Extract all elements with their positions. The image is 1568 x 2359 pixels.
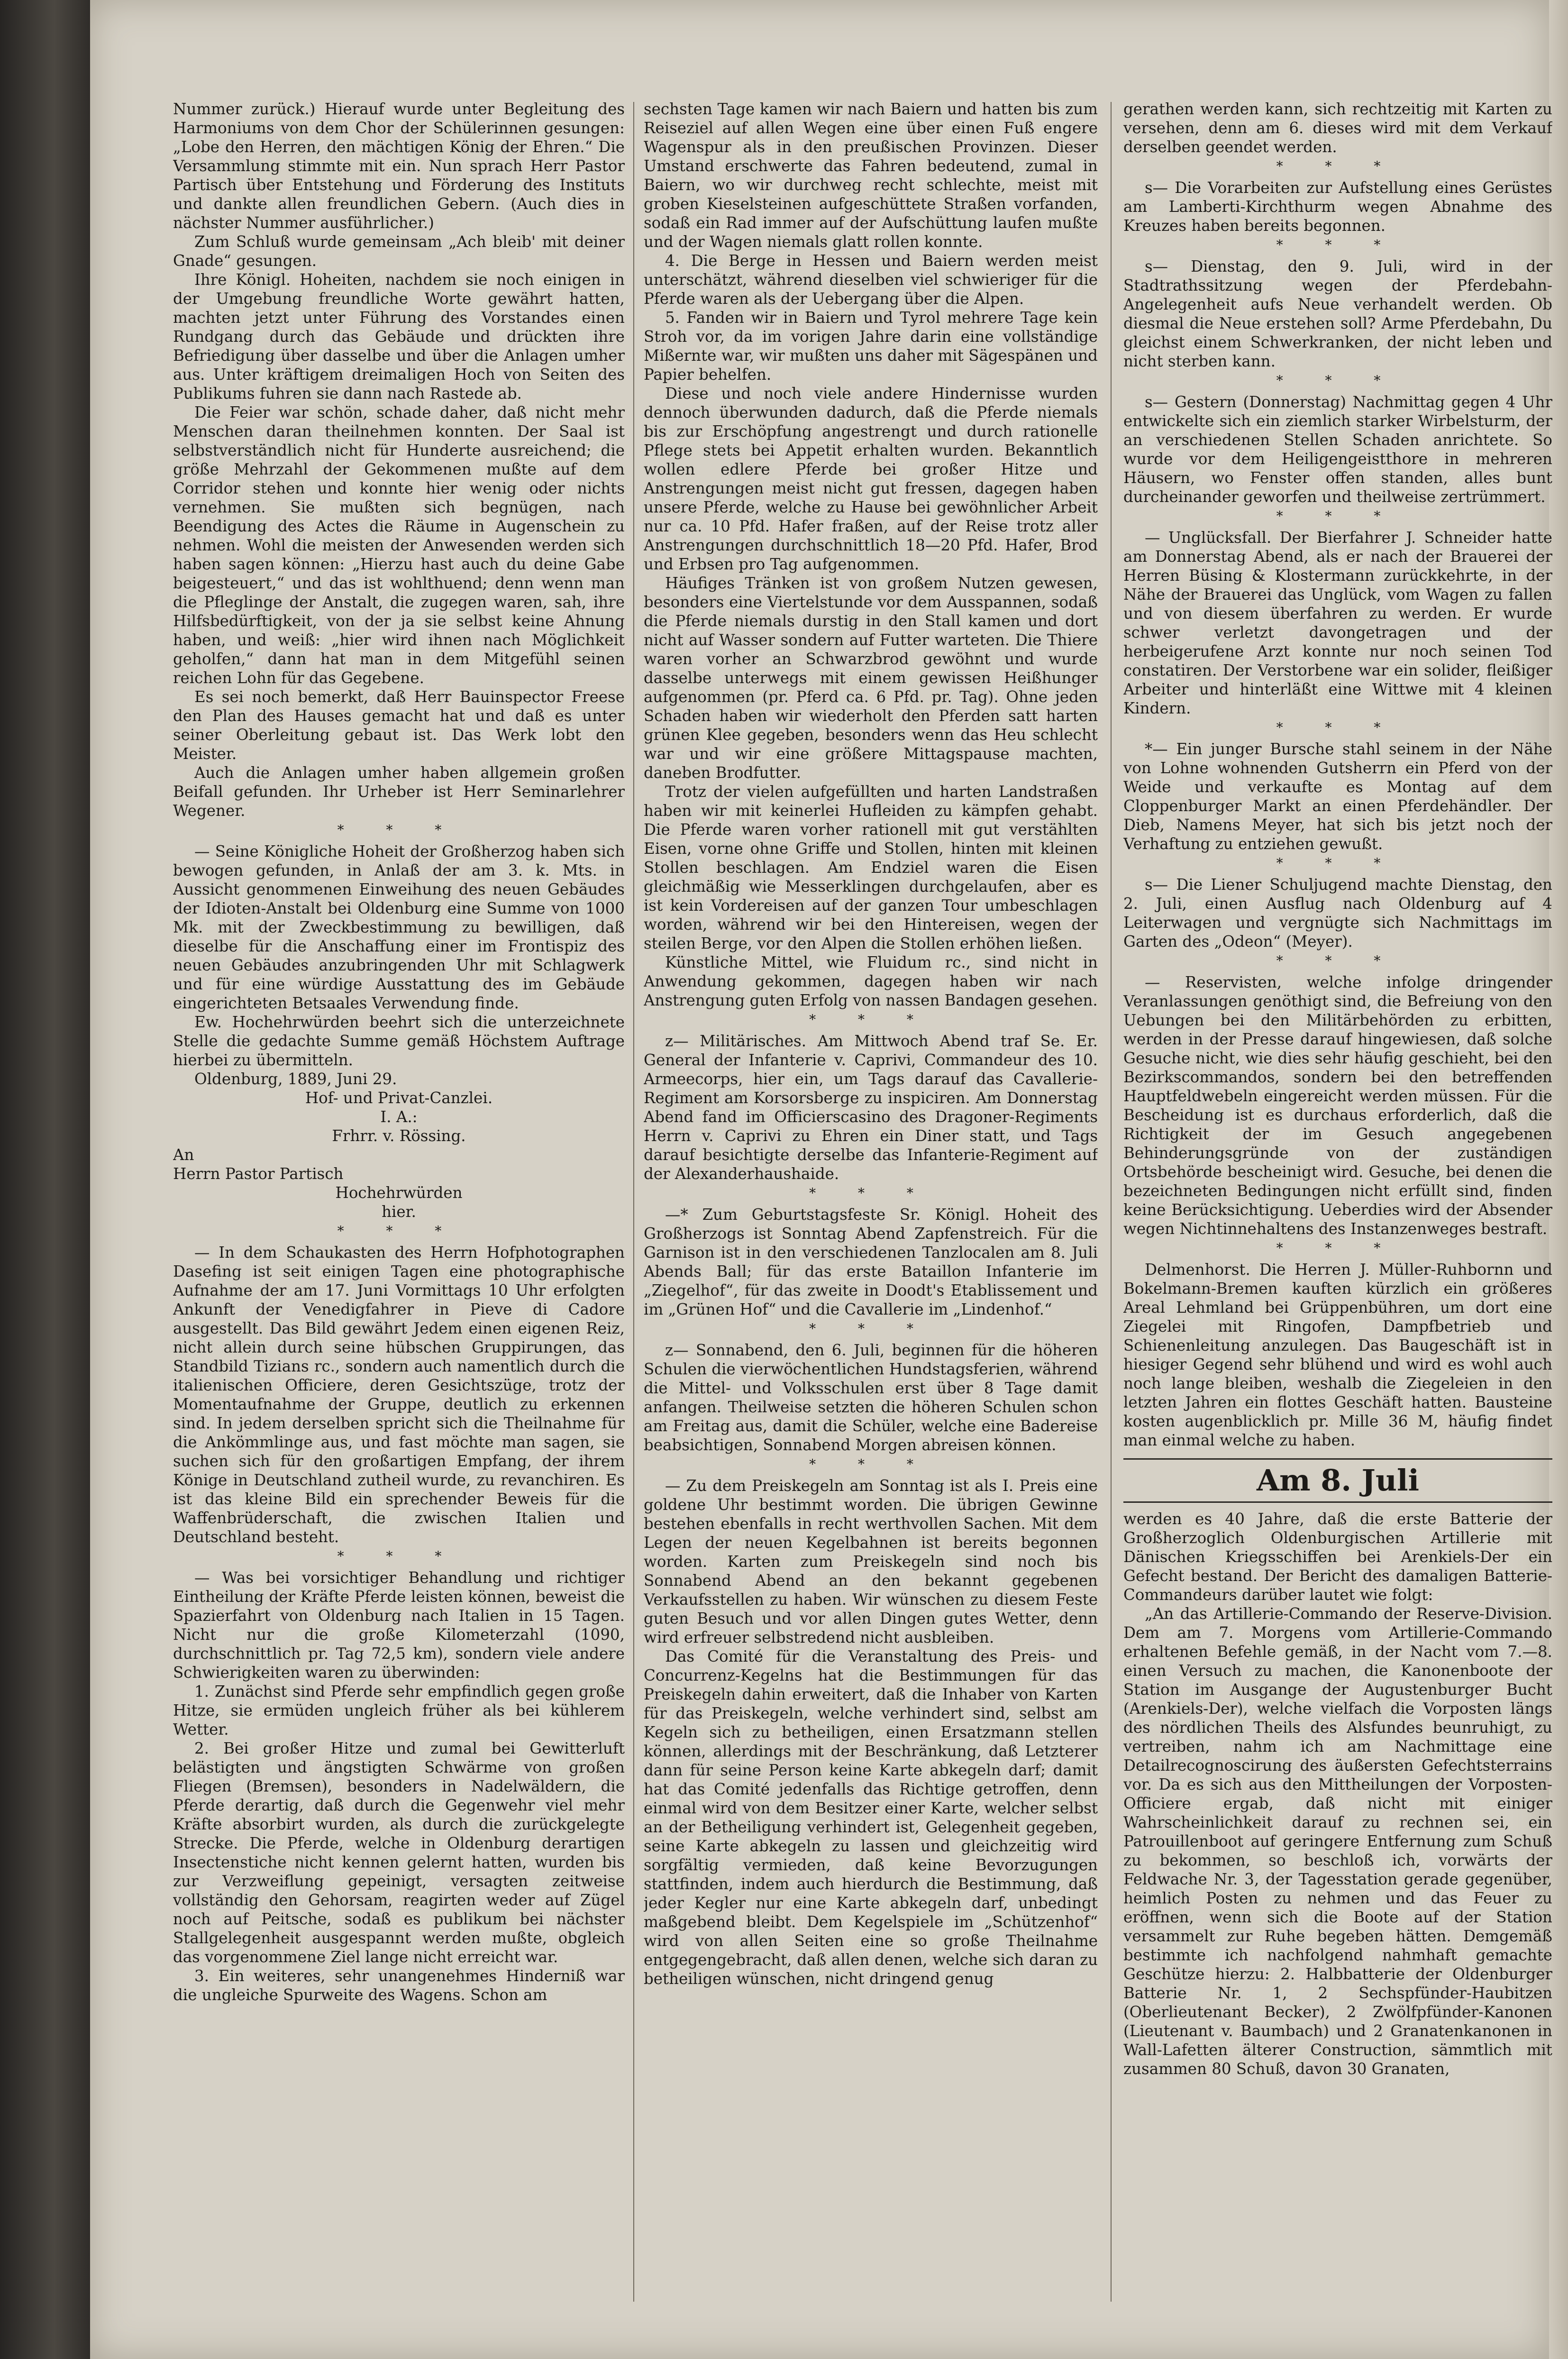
- article-paragraph: Häufiges Tränken ist von großem Nutzen gewesen, besonders eine Viertelstunde vor dem Ausspannen, sodaß die Pferde niemals durstig in den Stall kamen und dort nicht auf Wasser sondern auf Futter warteten. Die Thiere waren vorher an Schwarzbrod gewöhnt und wurde dasselbe unterwegs mit einem gewissen Heißhunger aufgenommen (pr. Pferd ca. 6 Pfd. pr. Tag). Ohne jeden Schaden haben wir wiederholt den Pferden satt harten grünen Klee gegeben, besonders wenn das Heu schlecht war und wir eine größere Mittagspause machten, daneben Brodfutter.: [644, 574, 1098, 782]
- article-paragraph: Trotz der vielen aufgefüllten und harten Landstraßen haben wir mit keinerlei Hufleiden zu kämpfen gehabt. Die Pferde waren vorher rationell mit gut verstählten Eisen, vorne ohne Griffe und Stollen, hinten mit kleinen Stollen beschlagen. Am Endziel waren die Eisen gleichmäßig wie Messerklingen durchgelaufen, aber es ist kein Vordereisen auf der ganzen Tour umbeschlagen worden, während wir bei den Hintereisen, wegen der steilen Berge, vor den Alpen die Stollen erhöhen ließen.: [644, 783, 1098, 952]
- separator-stars: * * *: [1276, 720, 1400, 735]
- separator-stars: * * *: [1276, 508, 1400, 524]
- signature-line: Hof- und Privat-Canzlei.: [305, 1089, 493, 1107]
- separator-stars: * * *: [1276, 373, 1400, 388]
- article-paragraph: 2. Bei großer Hitze und zumal bei Gewitterluft belästigten und ängstigten Schwärme von großen Fliegen (Bremsen), besonders in Nadelwäldern, die Pferde derartig, daß durch die Gegenwehr viel mehr Kräfte absorbirt wurden, als durch die zurückgelegte Strecke. Die Pferde, welche in Oldenburg derartigen Insectenstiche nicht kennen gelernt hatten, wurden bis zur Verzweiflung gepeinigt, versagten zeitweise vollständig den Gehorsam, reagirten weder auf Zügel noch auf Peitsche, sodaß es publikum bei nächster Stallgelegenheit ausgespannt werden mußte, obgleich das vorgenommene Ziel lange nicht erreicht war.: [173, 1739, 625, 1966]
- signature-line: hier.: [382, 1203, 416, 1221]
- article-paragraph: Herrn Pastor Partisch: [173, 1165, 344, 1183]
- article-paragraph: s— Die Liener Schuljugend machte Dienstag, den 2. Juli, einen Ausflug nach Oldenburg auf 4 Leiterwagen und vergnügte sich Nachmittags im Garten des „Odeon“ (Meyer).: [1123, 876, 1552, 951]
- article-paragraph: Die Feier war schön, schade daher, daß nicht mehr Menschen daran theilnehmen konnten. Der Saal ist selbstverständlich nicht für Hunderte ausreichend; die größe Mehrzahl der Gekommenen mußte auf dem Corridor stehen und konnte hier wenig oder nichts vernehmen. Sie mußten sich begnügen, nach Beendigung des Actes die Räume in Augenschein zu nehmen. Wohl die meisten der Anwesenden werden sich haben sagen können: „Hierzu hast auch du deine Gabe beigesteuert,“ und das ist wohlthuend; denn wenn man die Pfleglinge der Anstalt, die zugegen waren, sah, ihre Hilfsbedürftigkeit, von der ja sie selbst keine Ahnung haben, und weiß: „hier wird ihnen nach Möglichkeit geholfen,“ dann hat man in dem Mitgefühl seinen reichen Lohn für das Gegebene.: [173, 403, 625, 687]
- separator-stars: * * *: [809, 1321, 932, 1336]
- article-paragraph: sechsten Tage kamen wir nach Baiern und hatten bis zum Reiseziel auf allen Wegen eine über einen Fuß engere Wagenspur als in den preußischen Provinzen. Dieser Umstand erschwerte das Fahren bedeutend, zumal in Baiern, wo wir durchweg recht schlechte, meist mit groben Kieselsteinen aufgeschüttete Straßen vorfanden, sodaß ein Rad immer auf der Aufschüttung laufen mußte und der Wagen niemals glatt rollen konnte.: [644, 100, 1098, 251]
- separator-stars: * * *: [1276, 1240, 1400, 1256]
- separator-stars: * * *: [1276, 158, 1400, 174]
- article-paragraph: gerathen werden kann, sich rechtzeitig mit Karten zu versehen, denn am 6. dieses wird mit dem Verkauf derselben geendet werden.: [1123, 100, 1552, 156]
- separator-stars: * * *: [1276, 855, 1400, 871]
- separator-stars: * * *: [1276, 237, 1400, 253]
- article-paragraph: s— Dienstag, den 9. Juli, wird in der Stadtrathssitzung wegen der Pferdebahn-Angelegenheit aufs Neue verhandelt werden. Ob diesmal die Neue erstehen soll? Arme Pferdebahn, Du gleichst einem Schwerkranken, der nicht leben und nicht sterben kann.: [1123, 257, 1552, 370]
- column-2: [644, 100, 1098, 2304]
- article-paragraph: werden es 40 Jahre, daß die erste Batterie der Großherzoglich Oldenburgischen Artillerie mit Dänischen Kriegsschiffen bei Arenkiels-Der ein Gefecht bestand. Der Bericht des damaligen Batterie-Commandeurs darüber lautet wie folgt:: [1123, 1510, 1552, 1604]
- article-paragraph: 1. Zunächst sind Pferde sehr empfindlich gegen große Hitze, sie ermüden ungleich früher als bei kühlerem Wetter.: [173, 1682, 625, 1738]
- article-paragraph: 5. Fanden wir in Baiern und Tyrol mehrere Tage kein Stroh vor, da im vorigen Jahre darin eine vollständige Mißernte war, wir mußten uns daher mit Sägespänen und Papier behelfen.: [644, 309, 1098, 384]
- article-paragraph: z— Sonnabend, den 6. Juli, beginnen für die höheren Schulen die vierwöchentlichen Hundstagsferien, während die Mittel- und Volksschulen erst über 8 Tage damit anfangen. Theilweise setzten die höheren Schulen schon am Freitag aus, damit die Schüler, welche eine Badereise beabsichtigen, Sonnabend Morgen abreisen können.: [644, 1341, 1098, 1454]
- signature-line: Hochehrwürden: [335, 1184, 463, 1202]
- article-paragraph: — Zu dem Preiskegeln am Sonntag ist als I. Preis eine goldene Uhr bestimmt worden. Die übrigen Gewinne bestehen ebenfalls in recht werthvollen Sachen. Mit dem Legen der neuen Kegelbahnen ist bereits begonnen worden. Karten zum Preiskegeln sind noch bis Sonnabend Abend an den bekannt gegebenen Verkaufsstellen zu haben. Wir wünschen zu diesem Feste guten Besuch und vor allen Dingen gutes Wetter, denn wird erfreuer selbstredend nicht ausbleiben.: [644, 1477, 1098, 1646]
- column-rule: [1111, 102, 1112, 2302]
- article-paragraph: Oldenburg, 1889, Juni 29.: [194, 1070, 397, 1088]
- separator-stars: * * *: [809, 1185, 932, 1201]
- article-paragraph: Ew. Hochehrwürden beehrt sich die unterzeichnete Stelle die gedachte Summe gemäß Höchstem Auftrage hierbei zu übermitteln.: [173, 1013, 625, 1069]
- signature-line: I. A.:: [380, 1108, 418, 1126]
- article-paragraph: —* Zum Geburtstagsfeste Sr. Königl. Hoheit des Großherzogs ist Sonntag Abend Zapfenstreich. Für die Garnison ist in den verschiedenen Tanzlocalen am 8. Juli Abends Ball; für das erste Bataillon Infanterie im „Ziegelhof“, für das zweite in Doodt's Etablissement und im „Grünen Hof“ und die Cavallerie im „Lindenhof.“: [644, 1206, 1098, 1318]
- article-paragraph: — Reservisten, welche infolge dringender Veranlassungen genöthigt sind, die Befreiung von den Uebungen bei den Militärbehörden zu erbitten, werden in der Presse darauf hingewiesen, daß solche Gesuche nicht, wie dies sehr häufig geschieht, bei den Bezirkscommandos, sondern bei den betreffenden Hauptfeldwebeln eingereicht werden müssen. Für die Bescheidung ist es durchaus erforderlich, daß die Richtigkeit der im Gesuch angegebenen Behinderungsgründe von der zuständigen Ortsbehörde bescheinigt wird. Gesuche, bei denen die bezeichneten Bedingungen nicht erfüllt sind, finden keine Berücksichtigung. Ueberdies wird der Absender wegen Nichtinnehaltens des Instanzenweges bestraft.: [1123, 973, 1552, 1238]
- signature-line: Frhrr. v. Rössing.: [332, 1127, 466, 1145]
- article-paragraph: An: [173, 1146, 194, 1164]
- section-heading-box: [1123, 1458, 1552, 1503]
- separator-stars: * * *: [1276, 953, 1400, 969]
- article-paragraph: — Unglücksfall. Der Bierfahrer J. Schneider hatte am Donnerstag Abend, als er nach der Brauerei der Herren Büsing & Klostermann zurückkehrte, in der Nähe der Brauerei das Unglück, vom Wagen zu fallen und von diesem überfahren zu werden. Er wurde schwer verletzt davongetragen und der herbeigerufene Arzt konnte nur noch seinen Tod constatiren. Der Verstorbene war ein solider, fleißiger Arbeiter und hinterläßt eine Wittwe mit 4 kleinen Kindern.: [1123, 529, 1552, 717]
- article-paragraph: „An das Artillerie-Commando der Reserve-Division. Dem am 7. Morgens vom Artillerie-Commando erhaltenen Befehle gemäß, in der Nacht vom 7.—8. einen Versuch zu machen, die Kanonenboote der Station im Ausgange der Augustenburger Bucht (Arenkiels-Der), welche vielfach die Vorposten längs des nördlichen Theils des Alsfundes beunruhigt, zu vertreiben, nahm ich am Nachmittage eine Detailrecognoscirung des äußersten Gefechtsterrains vor. Da es sich aus den Mittheilungen der Vorposten-Officiere ergab, daß nicht mit einiger Wahrscheinlichkeit darauf zu rechnen sei, ein Patrouillenboot auf geringere Entfernung zum Schuß zu bekommen, so beschloß ich, vorwärts der Feldwache Nr. 3, der Tagesstation gerade gegenüber, heimlich Posten zu nehmen und das Feuer zu eröffnen, wenn sich die Boote auf der Station versammelt zur Ruhe begeben hätten. Demgemäß bestimmte ich nachfolgend nahmhaft gemachte Geschütze hierzu: 2. Halbbatterie der Oldenburger Batterie Nr. 1, 2 Sechspfünder-Haubitzen (Oberlieutenant Becker), 2 Zwölfpfünder-Kanonen (Lieutenant v. Baumbach) und 2 Granatenkanonen in Wall-Lafetten älterer Construction, sämmtlich mit zusammen 80 Schuß, davon 30 Granaten,: [1123, 1605, 1552, 2078]
- article-paragraph: — Was bei vorsichtiger Behandlung und richtiger Eintheilung der Kräfte Pferde leisten können, beweist die Spazierfahrt von Oldenburg nach Italien in 15 Tagen. Nicht nur die große Kilometerzahl (1090, durchschnittlich pr. Tag 72,5 km), sondern viele andere Schwierigkeiten waren zu überwinden:: [173, 1569, 625, 1682]
- column-1: [173, 100, 625, 2304]
- article-paragraph: Es sei noch bemerkt, daß Herr Bauinspector Freese den Plan des Hauses gemacht hat und daß es unter seiner Oberleitung gebaut ist. Das Werk lobt den Meister.: [173, 688, 625, 763]
- article-paragraph: — Seine Königliche Hoheit der Großherzog haben sich bewogen gefunden, in Anlaß der am 3. k. Mts. in Aussicht genommenen Einweihung des neuen Gebäudes der Idioten-Anstalt bei Oldenburg eine Summe von 1000 Mk. mit der Zweckbestimmung zu bewilligen, daß dieselbe für die Anschaffung einer im Frontispiz des neuen Gebäudes anzubringenden Uhr mit Schlagwerk und für eine würdige Ausstattung des im Gebäude eingerichteten Betsaales Verwendung finde.: [173, 842, 625, 1012]
- article-paragraph: Delmenhorst. Die Herren J. Müller-Ruhbornn und Bokelmann-Bremen kauften kürzlich ein größeres Areal Lehmland bei Grüppenbühren, um dort eine Ziegelei mit Ringofen, Dampfbetrieb und Schienenleitung anzulegen. Das Baugeschäft ist in hiesiger Gegend sehr blühend und wird es wohl auch noch lange bleiben, weshalb die Ziegeleien in den letzten Jahren ein flottes Geschäft hatten. Bausteine kosten augenblicklich pr. Mille 36 M, häufig findet man einmal welche zu haben.: [1123, 1261, 1552, 1449]
- separator-stars: * * *: [337, 1223, 461, 1239]
- column-3: [1123, 100, 1552, 2304]
- section-title: Am 8. Juli: [1256, 1463, 1420, 1498]
- article-paragraph: Auch die Anlagen umher haben allgemein großen Beifall gefunden. Ihr Urheber ist Herr Seminarlehrer Wegener.: [173, 764, 625, 820]
- column-rule: [633, 102, 634, 2302]
- article-paragraph: Nummer zurück.) Hierauf wurde unter Begleitung des Harmoniums von dem Chor der Schülerinnen gesungen: „Lobe den Herren, den mächtigen König der Ehren.“ Die Versammlung stimmte mit ein. Nun sprach Herr Pastor Partisch über Entstehung und Förderung des Instituts und dankte allen freundlichen Gebern. (Auch dies in nächster Nummer ausführlicher.): [173, 100, 625, 232]
- article-paragraph: s— Die Vorarbeiten zur Aufstellung eines Gerüstes am Lamberti-Kirchthurm wegen Abnahme des Kreuzes haben bereits begonnen.: [1123, 179, 1552, 235]
- separator-stars: * * *: [337, 1548, 461, 1564]
- article-paragraph: Zum Schluß wurde gemeinsam „Ach bleib' mit deiner Gnade“ gesungen.: [173, 233, 625, 270]
- article-paragraph: Ihre Königl. Hoheiten, nachdem sie noch einigen in der Umgebung freundliche Worte gewährt hatten, machten jetzt unter Führung des Vorstandes einen Rundgang durch das Gebäude und drückten ihre Befriedigung über dasselbe und über die Anlagen umher aus. Unter kräftigem dreimaligen Hoch von Seiten des Publikums fuhren sie dann nach Rastede ab.: [173, 271, 625, 402]
- separator-stars: * * *: [809, 1012, 932, 1027]
- article-paragraph: Das Comité für die Veranstaltung des Preis- und Concurrenz-Kegelns hat die Bestimmungen für das Preiskegeln dahin erweitert, daß die Inhaber von Karten für das Preiskegeln, welche verhindert sind, selbst am Kegeln sich zu betheiligen, einen Ersatzmann stellen können, allerdings mit der Beschränkung, daß Letzterer dann für seine Person keine Karte abkegeln darf; damit hat das Comité jedenfalls das Richtige getroffen, denn einmal wird von dem Besitzer einer Karte, welcher selbst an der Betheiligung verhindert ist, Gelegenheit gegeben, seine Karte abkegeln zu lassen und gleichzeitig wird sorgfältig vermieden, daß keine Bevorzugungen stattfinden, indem auch hierdurch die Bestimmung, daß jeder Kegler nur eine Karte abkegeln darf, unbedingt maßgebend bleibt. Dem Kegelspiele im „Schützenhof“ wird von allen Seiten eine so große Theilnahme entgegengebracht, daß allen denen, welche sich daran zu betheiligen wünschen, nicht dringend genug: [644, 1647, 1098, 1988]
- article-paragraph: s— Gestern (Donnerstag) Nachmittag gegen 4 Uhr entwickelte sich ein ziemlich starker Wirbelsturm, der an verschiedenen Stellen Schaden anrichtete. So wurde vor dem Heiligengeistthore in mehreren Häusern, wo Fenster offen standen, alles bunt durcheinander geworfen und theilweise zertrümmert.: [1123, 393, 1552, 506]
- article-paragraph: 4. Die Berge in Hessen und Baiern werden meist unterschätzt, während dieselben viel schwieriger für die Pferde waren als der Uebergang über die Alpen.: [644, 252, 1098, 308]
- article-paragraph: *— Ein junger Bursche stahl seinem in der Nähe von Lohne wohnenden Gutsherrn ein Pferd von der Weide und verkaufte es Montag auf dem Cloppenburger Markt an einen Pferdehändler. Der Dieb, Namens Meyer, hat sich bis jetzt noch der Verhaftung zu entziehen gewußt.: [1123, 740, 1552, 853]
- article-paragraph: z— Militärisches. Am Mittwoch Abend traf Se. Er. General der Infanterie v. Caprivi, Commandeur des 10. Armeecorps, hier ein, um Tags darauf das Cavallerie-Regiment am Korsorsberge zu inspiciren. Am Donnerstag Abend fand im Officierscasino des Dragoner-Regiments Herrn v. Caprivi zu Ehren ein Diner statt, und Tags darauf besichtigte derselbe das Infanterie-Regiment auf der Alexanderhaushaide.: [644, 1032, 1098, 1183]
- separator-stars: * * *: [809, 1456, 932, 1472]
- article-paragraph: — In dem Schaukasten des Herrn Hofphotographen Dasefing ist seit einigen Tagen eine photographische Aufnahme der am 17. Juni Vormittags 10 Uhr erfolgten Ankunft der Venedigfahrer in Pieve di Cadore ausgestellt. Das Bild gewährt Jedem einen eigenen Reiz, nicht allein durch seine hübschen Gruppirungen, das Standbild Tizians rc., sondern auch namentlich durch die italienischen Officiere, deren Gesichtszüge, trotz der Momentaufnahme der Gruppe, deutlich zu erkennen sind. In jedem derselben spricht sich die Theilnahme für die Ankömmlinge aus, und fast möchte man sagen, sie suchen sich für den großartigen Empfang, der ihrem Könige in Deutschland zutheil wurde, zu revanchiren. Es ist das kleine Bild ein sprechender Beweis für die Waffenbrüderschaft, die zwischen Italien und Deutschland besteht.: [173, 1244, 625, 1546]
- article-paragraph: 3. Ein weiteres, sehr unangenehmes Hinderniß war die ungleiche Spurweite des Wagens. Schon am: [173, 1967, 625, 2004]
- separator-stars: * * *: [337, 822, 461, 838]
- book-spine: [0, 0, 90, 2359]
- article-paragraph: Künstliche Mittel, wie Fluidum rc., sind nicht in Anwendung gekommen, dagegen haben wir nach Anstrengung guten Erfolg von nassen Bandagen gesehen.: [644, 953, 1098, 1009]
- article-paragraph: Diese und noch viele andere Hindernisse wurden dennoch überwunden dadurch, daß die Pferde niemals bis zur Erschöpfung angestrengt und durch rationelle Pflege stets bei Appetit erhalten wurden. Bekanntlich wollen edlere Pferde bei großer Hitze und Anstrengungen meist nicht gut fressen, dagegen haben unsere Pferde, welche zu Hause bei gewöhnlicher Arbeit nur ca. 10 Pfd. Hafer fraßen, auf der Reise trotz aller Anstrengungen durchschnittlich 18—20 Pfd. Hafer, Brod und Erbsen pro Tag aufgenommen.: [644, 384, 1098, 573]
